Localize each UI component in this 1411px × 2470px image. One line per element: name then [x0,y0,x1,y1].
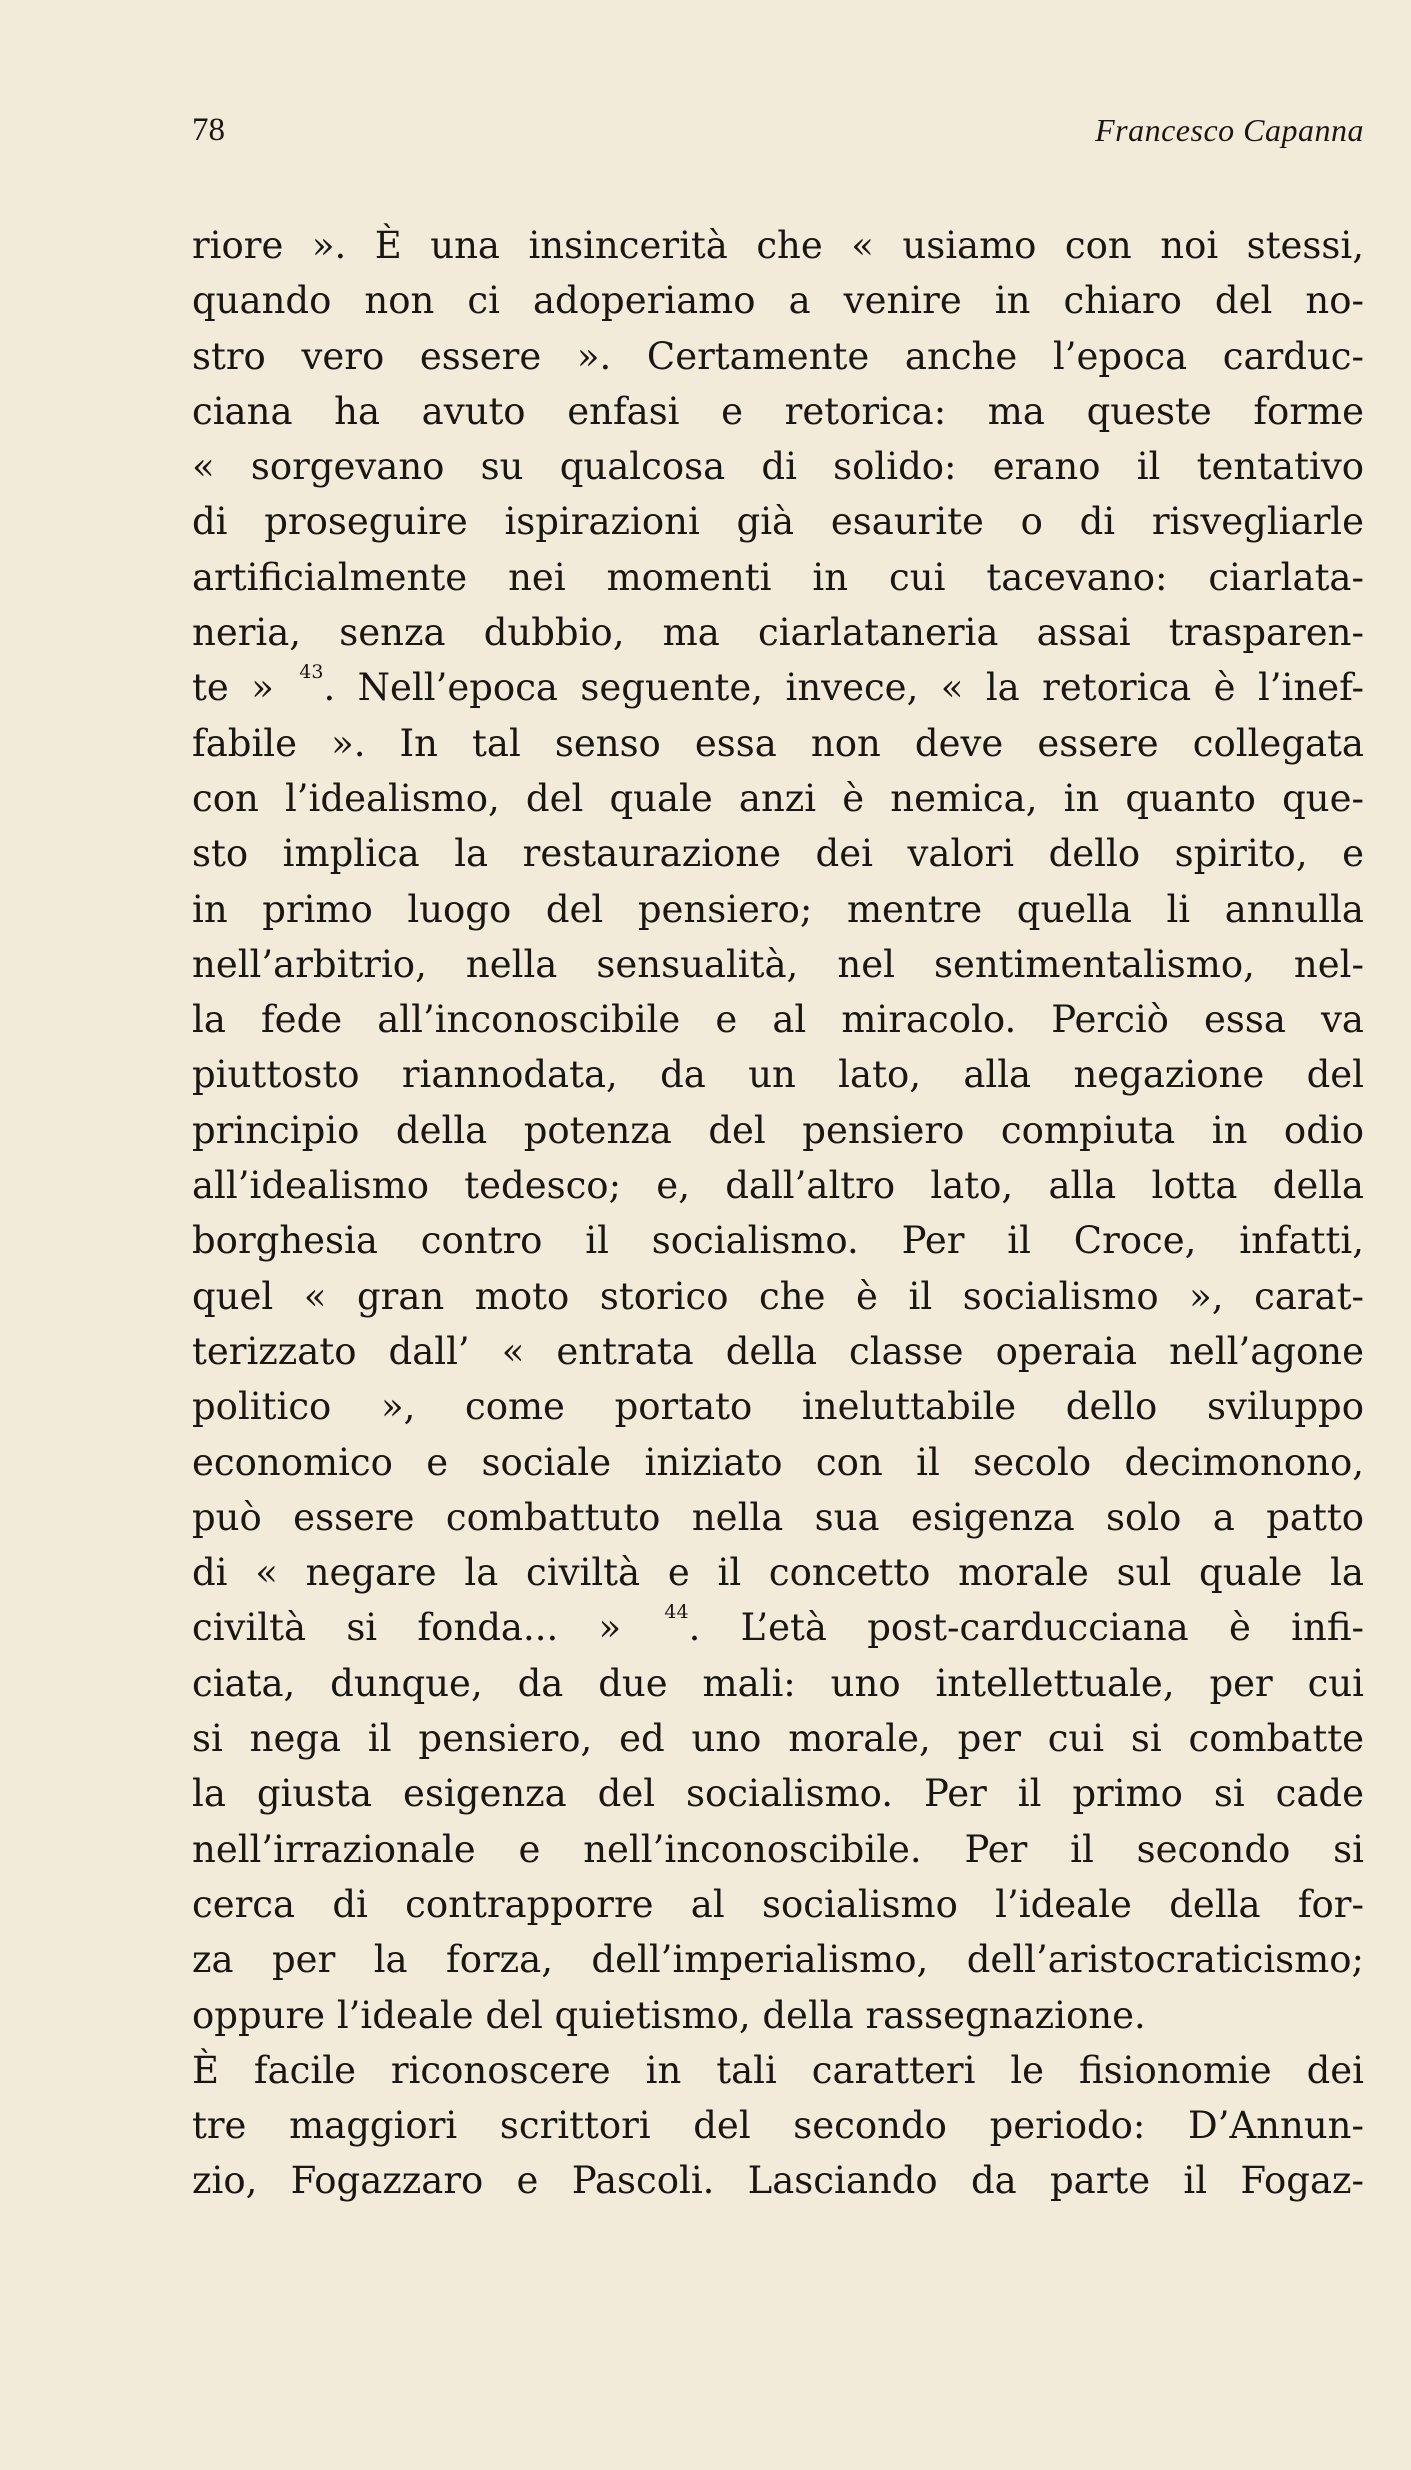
line-text: può essere combattuto nella sua esigenza solo a patto [192,1495,1364,1539]
text-line [192,1600,1364,1655]
text-line [192,1103,1364,1158]
text-line [192,1435,1364,1490]
text-line [192,1877,1364,1932]
running-head: Francesco Capanna [1095,112,1364,148]
text-line [192,2098,1364,2153]
text-line [192,218,1364,273]
text-line [192,439,1364,494]
text-line [192,1932,1364,1987]
footnote-marker: 43 [299,661,324,684]
line-text: piuttosto riannodata, da un lato, alla negazione del [192,1053,1364,1097]
line-text: cerca di contrapporre al socialismo l’ideale della for- [192,1882,1364,1926]
line-text: nell’irrazionale e nell’inconoscibile. Per il secondo si [192,1827,1364,1871]
text-line [192,1269,1364,1324]
line-text: la giusta esigenza del socialismo. Per il primo si cade [192,1772,1364,1816]
line-text: È facile riconoscere in tali caratteri le fisionomie dei [192,2048,1364,2092]
page-number: 78 [192,112,225,148]
text-line [192,1213,1364,1268]
line-text: te » [192,666,297,710]
text-line [192,550,1364,605]
text-line [192,1766,1364,1821]
line-text: « sorgevano su qualcosa di solido: erano il tentativo [192,445,1364,489]
text-line [192,660,1364,715]
line-text: in primo luogo del pensiero; mentre quella li annulla [192,887,1364,931]
line-text: civiltà si fonda... » [192,1606,662,1650]
line-text: nell’arbitrio, nella sensualità, nel sentimentalismo, nel- [192,942,1364,986]
text-line [192,2043,1364,2098]
line-text: politico », come portato ineluttabile dello sviluppo [192,1385,1364,1429]
text-line [192,1158,1364,1213]
text-line [192,1324,1364,1379]
line-text: neria, senza dubbio, ma ciarlataneria assai trasparen- [192,611,1364,655]
line-text: di « negare la civiltà e il concetto morale sul quale la [192,1551,1364,1595]
line-text: zio, Fogazzaro e Pascoli. Lasciando da parte il Fogaz- [192,2159,1364,2203]
line-text: za per la forza, dell’imperialismo, dell’aristocraticismo; [192,1938,1364,1982]
text-line [192,384,1364,439]
text-line [192,771,1364,826]
line-text: con l’idealismo, del quale anzi è nemica, in quanto que- [192,776,1364,820]
text-line [192,329,1364,384]
text-line [192,937,1364,992]
text-line [192,605,1364,660]
line-text: economico e sociale iniziato con il secolo decimonono, [192,1440,1364,1484]
text-line [192,1545,1364,1600]
line-text: di proseguire ispirazioni già esaurite o di risvegliarle [192,500,1364,544]
text-line [192,1988,1364,2043]
line-text: oppure l’ideale del quietismo, della rassegnazione. [192,1993,1146,2037]
line-text: quel « gran moto storico che è il socialismo », carat- [192,1274,1364,1318]
text-line [192,716,1364,771]
text-line [192,1711,1364,1766]
line-text: tre maggiori scrittori del secondo periodo: D’Annun- [192,2104,1364,2148]
line-text: principio della potenza del pensiero compiuta in odio [192,1108,1364,1152]
footnote-marker: 44 [664,1601,689,1624]
line-text: la fede all’inconoscibile e al miracolo. Perciò essa va [192,998,1364,1042]
line-text: stro vero essere ». Certamente anche l’epoca carduc- [192,334,1364,378]
line-text-tail: . L’età post-carducciana è infi- [688,1606,1364,1650]
line-text: sto implica la restaurazione dei valori dello spirito, e [192,832,1364,876]
text-line [192,826,1364,881]
line-text: artificialmente nei momenti in cui tacevano: ciarlata- [192,555,1364,599]
line-text: all’idealismo tedesco; e, dall’altro lato, alla lotta della [192,1164,1364,1208]
page-header [192,112,1364,162]
text-line [192,882,1364,937]
text-line [192,2153,1364,2208]
body-text [192,218,1364,2209]
line-text: fabile ». In tal senso essa non deve essere collegata [192,721,1364,765]
text-line [192,1047,1364,1102]
line-text-tail: . Nell’epoca seguente, invece, « la retorica è l’inef- [323,666,1364,710]
text-line [192,1490,1364,1545]
line-text: ciana ha avuto enfasi e retorica: ma queste forme [192,389,1364,433]
text-line [192,1379,1364,1434]
text-line [192,1822,1364,1877]
line-text: quando non ci adoperiamo a venire in chiaro del no- [192,279,1364,323]
line-text: si nega il pensiero, ed uno morale, per cui si combatte [192,1717,1364,1761]
line-text: terizzato dall’ « entrata della classe operaia nell’agone [192,1329,1364,1373]
line-text: borghesia contro il socialismo. Per il Croce, infatti, [192,1219,1364,1263]
line-text: riore ». È una insincerità che « usiamo con noi stessi, [192,224,1364,267]
text-line [192,1656,1364,1711]
text-line [192,273,1364,328]
text-line [192,992,1364,1047]
text-line [192,494,1364,549]
line-text: ciata, dunque, da due mali: uno intellettuale, per cui [192,1661,1364,1705]
